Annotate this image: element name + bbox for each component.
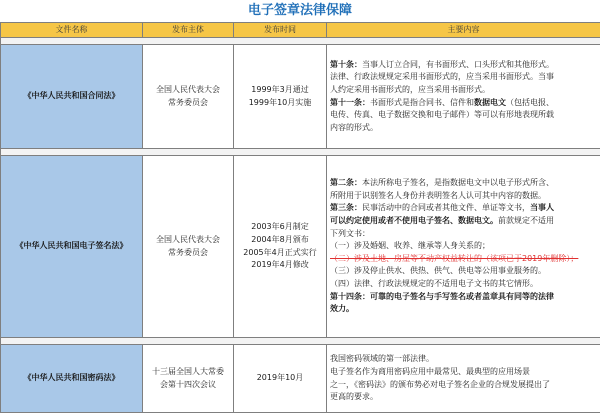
text-run: 更高的要求。 [330, 392, 378, 402]
law-table [0, 22, 600, 413]
cell-content [327, 156, 600, 338]
date-line: 1999年10月实施 [248, 97, 312, 107]
cell-content [327, 45, 600, 149]
content-line [330, 122, 597, 135]
content-line [330, 109, 597, 122]
text-run: 民事活动中的合同或者其他文件、单证等文书， [362, 203, 530, 213]
text-run: 下列文书： [330, 228, 370, 238]
cell-file-name: 《中华人民共和国密码法》 [1, 345, 143, 413]
bold-text: 可以约定使用或者不使用电子签名、数据电文。 [330, 216, 498, 226]
text-run: 法律、行政法规规定采用书面形式的，应当采用书面形式。当事 [330, 72, 554, 82]
row-spacer [1, 38, 600, 45]
text-run: （三）涉及停止供水、供热、供气、供电等公用事业服务的。 [330, 266, 546, 276]
cell-date [234, 156, 327, 338]
date-line: 2005年4月正式实行 [243, 247, 317, 257]
text-run: 内容的形式。 [330, 122, 378, 132]
content-line [330, 84, 597, 97]
date-line: 2019年10月 [256, 373, 304, 383]
header-issuer: 发布主体 [143, 23, 234, 38]
date-line: 2003年6月制定 [251, 222, 309, 232]
content-line [330, 71, 597, 84]
date-line: 1999年3月通过 [251, 84, 309, 94]
content-line [330, 97, 597, 110]
bold-text: 可靠的电子签名与手写签名或者盖章具有同等的法律 [370, 291, 554, 301]
bold-text: 第十四条： [330, 291, 370, 301]
text-run: （包括电报、 [506, 97, 554, 107]
cell-file-name: 《中华人民共和国电子签名法》 [1, 156, 143, 338]
issuer-line: 全国人民代表大会 [156, 84, 220, 94]
date-line: 2004年8月颁布 [251, 234, 309, 244]
content-line [330, 253, 597, 266]
bold-text: 第十条： [330, 59, 362, 69]
header-date: 发布时间 [234, 23, 327, 38]
content-line [330, 353, 597, 366]
text-run: 电子签名作为商用密码应用中最常见、最典型的应用场景 [330, 366, 530, 376]
text-run: （一）涉及婚姻、收养、继承等人身关系的； [330, 241, 490, 251]
text-run: 所附用于识别签名人身份并表明签名人认可其中内容的数据。 [330, 190, 546, 200]
page-title: 电子签章法律保障 [0, 0, 600, 22]
text-run: （四）法律、行政法规规定的不适用电子文书的其它情形。 [330, 278, 538, 288]
text-run: 电传、传真、电子数据交换和电子邮件）等可以有形地表现所载 [330, 110, 554, 120]
text-run: 前款规定不适用 [498, 216, 554, 226]
content-line [330, 366, 597, 379]
cell-issuer [143, 45, 234, 149]
content-line [330, 379, 597, 392]
bold-text: 当事人 [530, 203, 554, 213]
content-line [330, 391, 597, 404]
content-line [330, 190, 597, 203]
text-run: 书面形式是指合同书、信件和 [370, 97, 474, 107]
cell-issuer [143, 345, 234, 413]
header-file-name: 文件名称 [1, 23, 143, 38]
content-line [330, 202, 597, 215]
text-run: 我国密码领域的第一部法律。 [330, 354, 434, 364]
header-content: 主要内容 [327, 23, 600, 38]
content-line [330, 177, 597, 190]
cell-date [234, 345, 327, 413]
bold-text: 效力。 [330, 304, 354, 314]
cell-content [327, 345, 600, 413]
text-run: 当事人订立合同，有书面形式、口头形式和其他形式。 [362, 59, 554, 69]
issuer-line: 常务委员会 [168, 247, 208, 257]
content-line [330, 278, 597, 291]
content-line [330, 59, 597, 72]
struck-text: （二）涉及土地、房屋等不动产权益转让的（该项已于2019年删除）； [330, 253, 579, 263]
table-header-row [1, 23, 600, 38]
bold-text: 第三条： [330, 203, 362, 213]
issuer-line: 全国人民代表大会 [156, 234, 220, 244]
table-row-esignature-law [1, 156, 600, 338]
text-run: 本法所称电子签名，是指数据电文中以电子形式所含、 [362, 178, 554, 188]
issuer-line: 十三届全国人大常委 [152, 366, 224, 376]
content-line [330, 240, 597, 253]
cell-issuer [143, 156, 234, 338]
text-run: 人约定采用书面形式的，应当采用书面形式。 [330, 84, 490, 94]
cell-file-name: 《中华人民共和国合同法》 [1, 45, 143, 149]
content-line [330, 228, 597, 241]
row-spacer [1, 149, 600, 156]
content-line [330, 265, 597, 278]
cell-date [234, 45, 327, 149]
issuer-line: 会第十四次会议 [160, 379, 216, 389]
table-row-cryptography-law [1, 345, 600, 413]
bold-text: 第二条： [330, 178, 362, 188]
bold-text: 第十一条： [330, 97, 370, 107]
table-row-contract-law [1, 45, 600, 149]
content-line [330, 215, 597, 228]
issuer-line: 常务委员会 [168, 97, 208, 107]
row-spacer [1, 338, 600, 345]
content-line [330, 291, 597, 304]
text-run: 之一，《密码法》的颁布势必对电子签名企业的合规发展提出了 [330, 379, 550, 389]
bold-text: 数据电文 [474, 97, 506, 107]
content-line [330, 303, 597, 316]
date-line: 2019年4月修改 [251, 260, 309, 270]
